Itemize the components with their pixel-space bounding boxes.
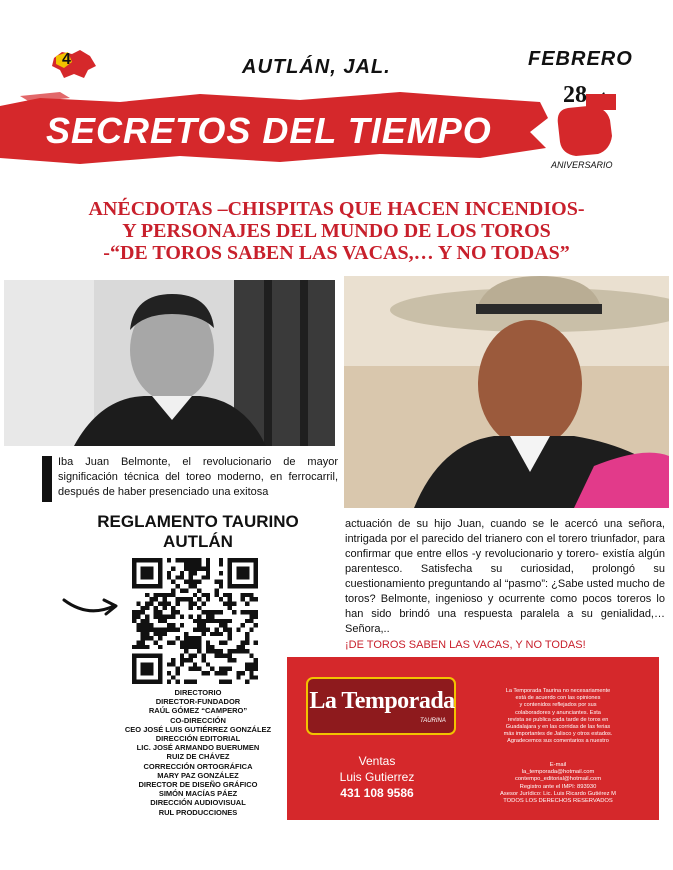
ad-logo-text: La Temporada: [309, 688, 455, 714]
ad-ventas-name: Luis Gutierrez: [339, 770, 415, 784]
drop-cap-bar: [42, 456, 52, 502]
headline: [0, 198, 673, 264]
article-continuation: actuación de su hijo Juan, cuando se le acercó una señora, intrigada por el parecido del trianero con el torero triunfador, para confirmar que entre ellos -y revolucionario y torero- existía algún parentesco. Satisfecha su curiosidad, prolongó su cuestionamiento preguntando al “pasmo”: ¿Sabe usted mucho de toros? Belmonte, ingenioso y ocurrente como pocos toreros lo han sido brindó una respuesta paralela a su genialidad,…Señora,..: [345, 518, 665, 635]
directory-line: CORRECCIÓN ORTOGRÁFICA: [143, 761, 253, 771]
arrow-icon: [62, 592, 120, 620]
ad-contact-line: la_temporada@hotmail.com: [521, 769, 595, 776]
ad-disclaimer-line: revista se publica cada tarde de toros en: [507, 716, 609, 723]
directory-line: CEO JOSÉ LUIS GUTIÉRREZ GONZÁLEZ: [124, 724, 272, 734]
directory-line: RUIZ DE CHÁVEZ: [166, 752, 230, 762]
headline-line-3: -“DE TOROS SABEN LAS VACAS,… Y NO TODAS”: [103, 242, 570, 264]
ad-contact-line: E-mail: [549, 762, 567, 768]
section-title: SECRETOS DEL TIEMPO: [46, 110, 492, 151]
directory-line: DIRECCIÓN EDITORIAL: [155, 734, 241, 744]
ad-contact-line: contempo_editorial@hotmail.com: [514, 776, 602, 783]
reglamento-line-2: AUTLÁN: [163, 532, 233, 551]
location-label: AUTLÁN, JAL.: [242, 56, 391, 78]
directory-line: RUL PRODUCCIONES: [158, 807, 238, 817]
anniversary-number: 28: [563, 82, 587, 108]
ad-contact-line: Asesor Jurídico: Lic. Luis Ricardo Gutiérez M: [500, 790, 616, 797]
ad-disclaimer-line: está de acuerdo con las opiniones: [515, 695, 601, 702]
ad-disclaimer-line: colaboradores y anunciantes. Esta: [515, 709, 601, 716]
ad-contact-line: TODOS LOS DERECHOS RESERVADOS: [503, 798, 613, 805]
ad-disclaimer-line: y contenidos reflejados por sus: [519, 702, 597, 709]
ad-ventas-phone: 431 108 9586: [340, 786, 414, 800]
ad-logo-subtext: TAURINA: [420, 718, 446, 724]
belmonte-photo: [4, 280, 335, 446]
ad-disclaimer: [464, 688, 652, 746]
ad-contact-info: [464, 762, 652, 805]
directory-line: MARY PAZ GONZÁLEZ: [157, 770, 239, 780]
directory-line: DIRECTOR-FUNDADOR: [155, 697, 241, 707]
ad-sales-contact: [307, 753, 447, 801]
article-punchline: ¡DE TOROS SABEN LAS VACAS, Y NO TODAS!: [345, 639, 586, 651]
ad-disclaimer-line: La Temporada Taurina no necesariamente: [505, 688, 611, 694]
directory-line: DIRECCIÓN AUDIOVISUAL: [150, 798, 246, 808]
headline-line-2: Y PERSONAJES DEL MUNDO DE LOS TOROS: [122, 220, 551, 242]
directory-line: DIRECTORIO: [174, 688, 222, 697]
ad-disclaimer-line: Agradecemos sus comentarios a nuestro: [507, 738, 609, 745]
article-intro: Iba Juan Belmonte, el revolucionario de mayor significación técnica del toreo moderno, en ferrocarril, después de haber presenciado una exitosa: [58, 456, 338, 498]
directory-line: LIC. JOSÉ ARMANDO BUERUMEN: [136, 743, 260, 753]
directory-line: RAÚL GÓMEZ “CAMPERO”: [148, 706, 248, 716]
torero-photo: [344, 276, 669, 508]
ad-ventas-label: Ventas: [358, 754, 396, 768]
directory-line: CO-DIRECCIÓN: [170, 715, 226, 725]
directory-line: SIMÓN MACÍAS PÁEZ: [158, 789, 238, 799]
reglamento-qr-code[interactable]: [132, 558, 258, 684]
ad-disclaimer-line: Guadalajara y en las corridas de las ferias: [505, 724, 611, 731]
anniversary-label: ANIVERSARIO: [551, 160, 613, 170]
directory-line: DIRECTOR DE DISEÑO GRÁFICO: [138, 780, 258, 790]
headline-line-1: ANÉCDOTAS –CHISPITAS QUE HACEN INCENDIOS-: [88, 198, 585, 220]
month-label: FEBRERO: [528, 48, 633, 70]
reglamento-line-1: REGLAMENTO TAURINO: [97, 512, 299, 531]
ad-contact-line: Registro ante el IMPI: 893930: [519, 783, 597, 790]
reglamento-title: [78, 512, 318, 552]
page-number-badge: [50, 48, 98, 82]
page-number: 4: [62, 51, 71, 68]
ad-disclaimer-line: más importantes de Jalisco y otros estados.: [503, 731, 613, 738]
